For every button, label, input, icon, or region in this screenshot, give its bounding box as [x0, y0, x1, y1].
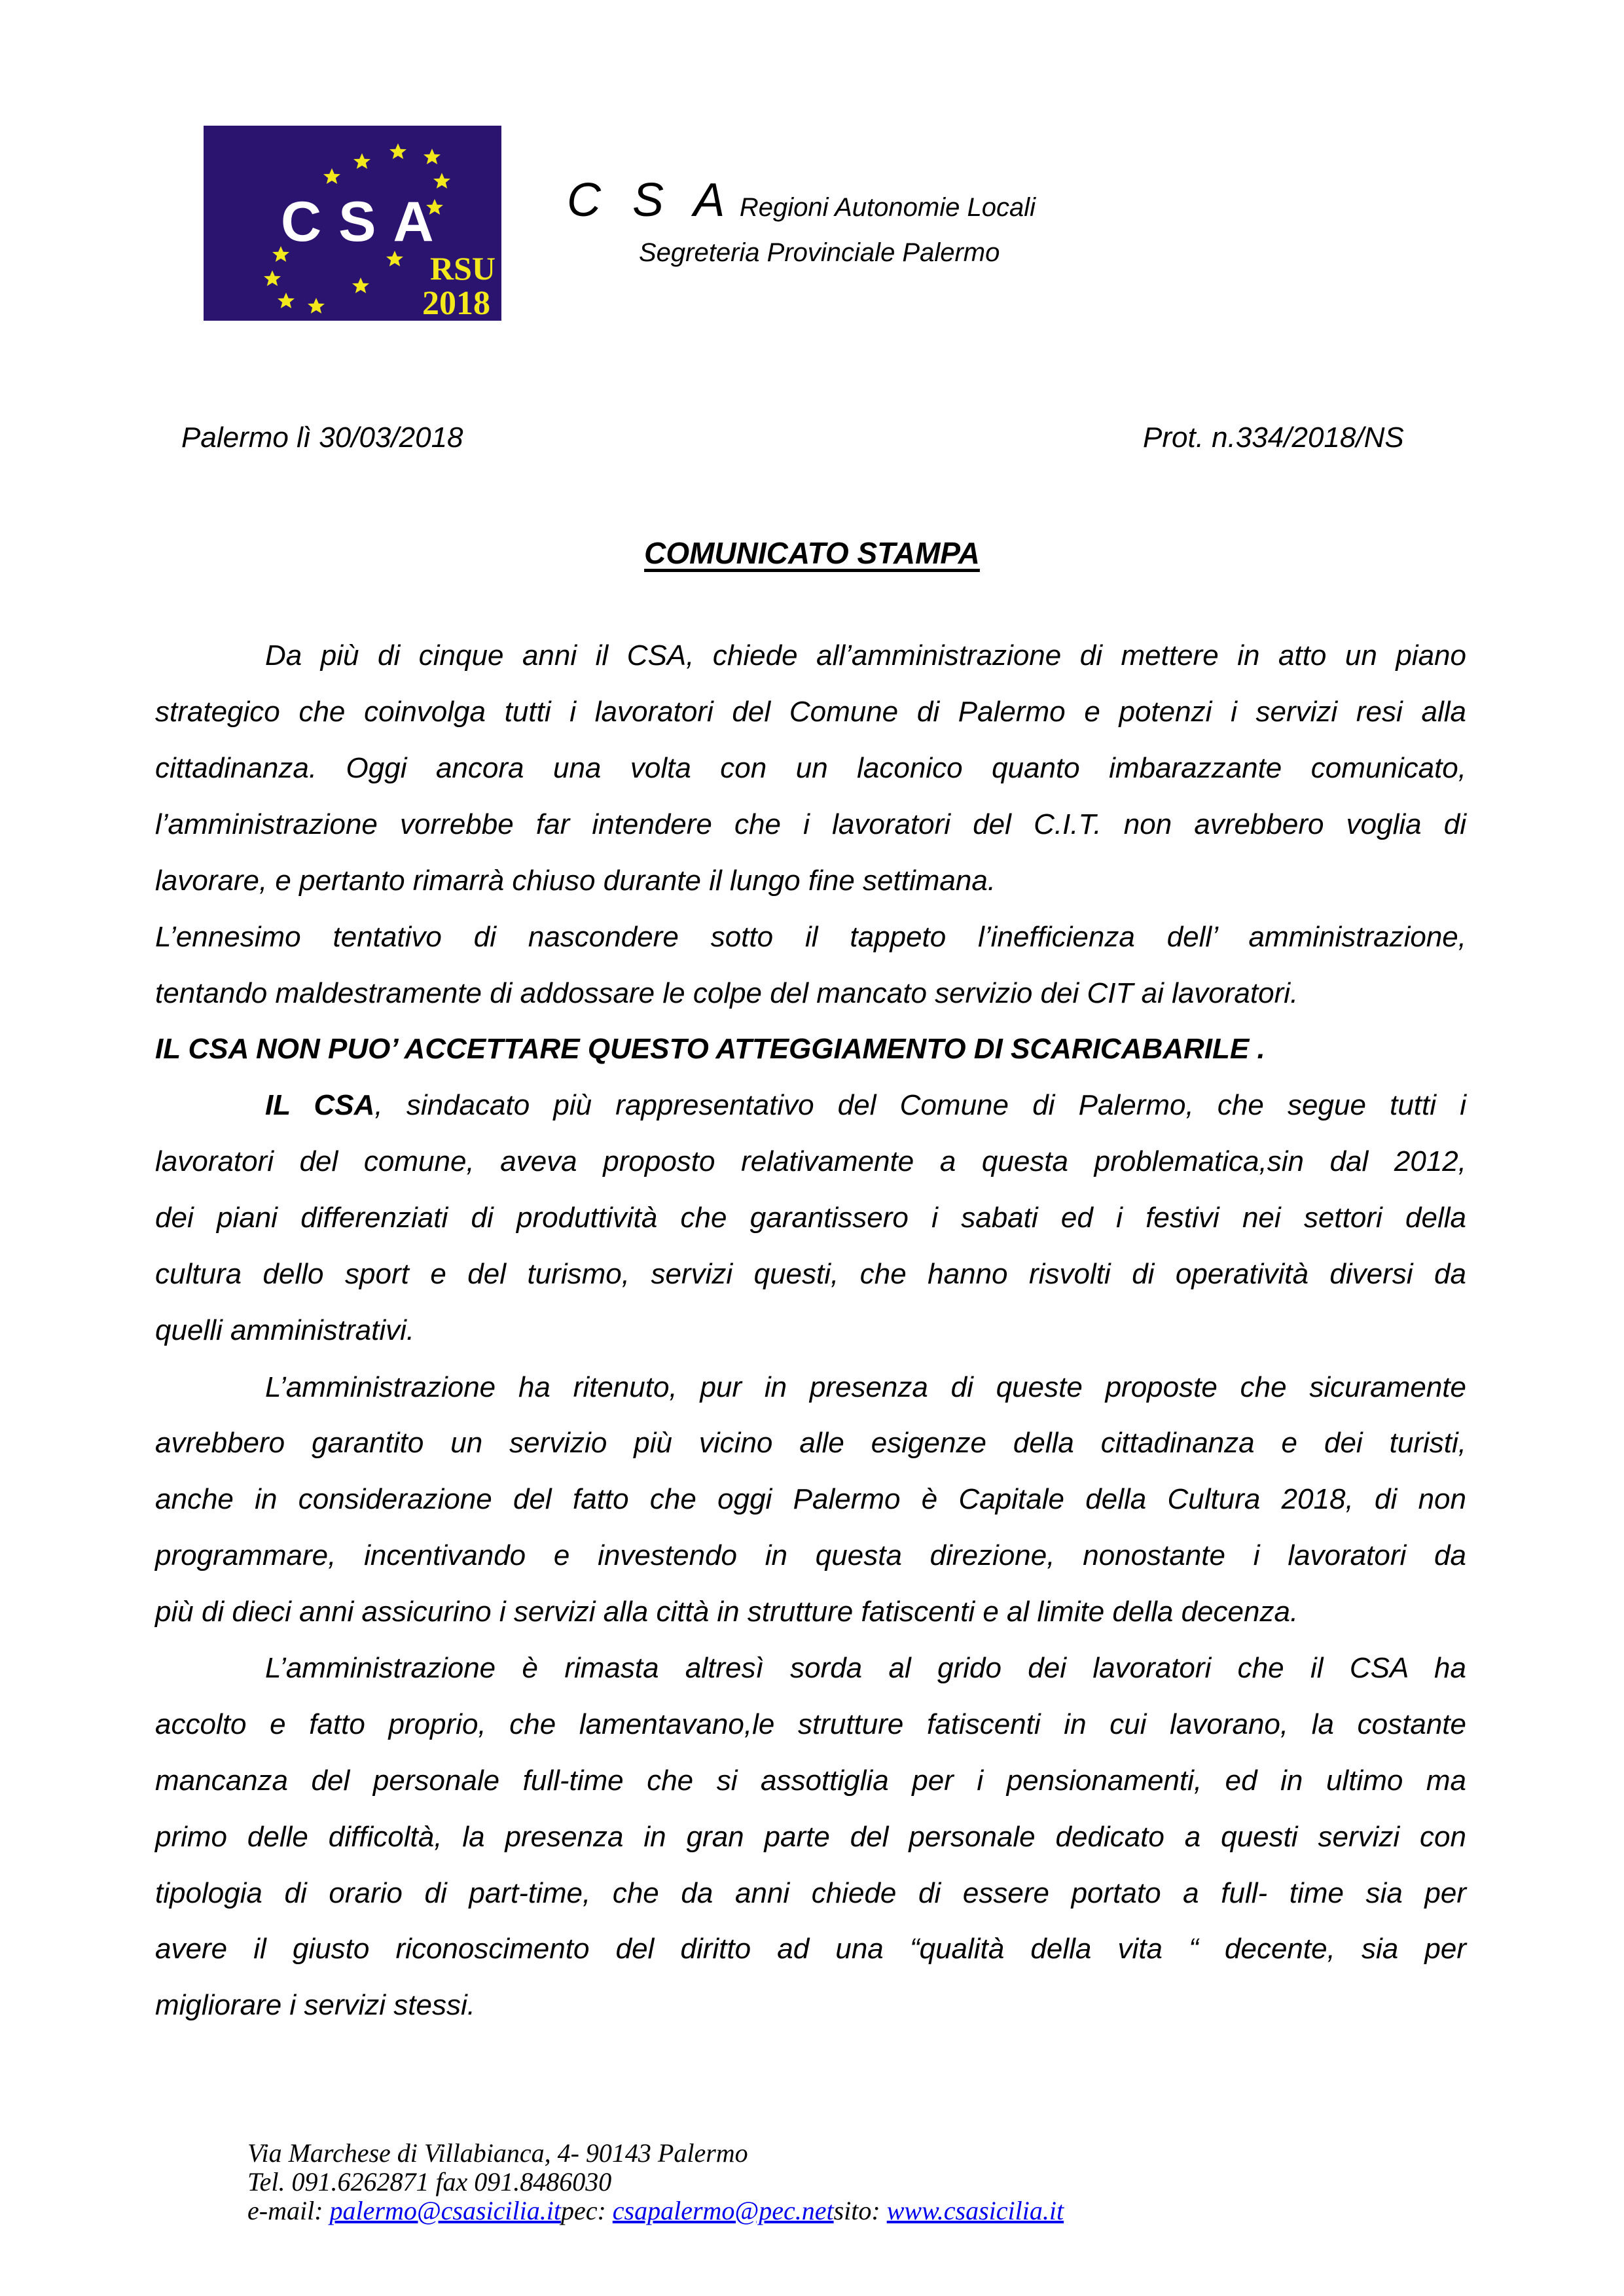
bold-statement: IL CSA NON PUO’ ACCETTARE QUESTO ATTEGGIAMENTO DI SCARICABARILE .	[155, 1033, 1265, 1065]
protocol-number: Prot. n.334/2018/NS	[1143, 422, 1404, 454]
paragraph-line: avere il giusto riconoscimento del diritto ad una “qualità della vita “ decente, sia per	[155, 1933, 1466, 1965]
paragraph-line: mancanza del personale full-time che si assottiglia per i pensionamenti, ed in ultimo ma	[155, 1765, 1466, 1797]
paragraph-line: tentando maldestramente di addossare le colpe del mancato servizio dei CIT ai lavoratori.	[155, 977, 1299, 1009]
csa-rsu-2018-logo	[204, 126, 501, 321]
paragraph-line: lavoratori del comune, aveva proposto relativamente a questa problematica,sin dal 2012,	[155, 1145, 1466, 1177]
paragraph-line: programmare, incentivando e investendo in questa direzione, nonostante i lavoratori da	[155, 1539, 1466, 1571]
paragraph-line: Da più di cinque anni il CSA, chiede all’amministrazione di mettere in atto un piano	[265, 639, 1466, 672]
paragraph-line-rest: , sindacato più rappresentativo del Comune di Palermo, che segue tutti i	[374, 1089, 1466, 1121]
paragraph-line	[265, 1086, 1466, 1125]
website-link[interactable]: www.csasicilia.it	[886, 2196, 1064, 2225]
logo-year-text: 2018	[422, 285, 490, 321]
paragraph-line: L’amministrazione ha ritenuto, pur in presenza di queste proposte che sicuramente	[265, 1371, 1466, 1403]
paragraph-line: migliorare i servizi stessi.	[155, 1989, 475, 2021]
footer-address: Via Marchese di Villabianca, 4- 90143 Palermo	[247, 2138, 748, 2168]
footer-phone: Tel. 091.6262871 fax 091.8486030	[247, 2167, 612, 2197]
paragraph-line: l’amministrazione vorrebbe far intendere che i lavoratori del C.I.T. non avrebbero voglia di	[155, 808, 1466, 840]
logo-rsu-text: RSU	[430, 250, 496, 287]
paragraph-line: anche in considerazione del fatto che oggi Palermo è Capitale della Cultura 2018, di non	[155, 1483, 1466, 1515]
document-date: Palermo lì 30/03/2018	[181, 422, 463, 454]
paragraph-line: L’ennesimo tentativo di nascondere sotto il tappeto l’inefficienza dell’ amministrazione,	[155, 921, 1466, 953]
email-link[interactable]: palermo@csasicilia.it	[329, 2196, 561, 2225]
paragraph-line: lavorare, e pertanto rimarrà chiuso durante il lungo fine settimana.	[155, 865, 996, 897]
site-label: sito:	[833, 2196, 887, 2225]
paragraph-line: primo delle difficoltà, la presenza in gran parte del personale dedicato a questi servizi con	[155, 1821, 1466, 1853]
page-title	[0, 538, 1624, 568]
email-label: e-mail:	[247, 2196, 330, 2225]
paragraph-line: tipologia di orario di part-time, che da anni chiede di essere portato a full- time sia per	[155, 1877, 1466, 1909]
paragraph-line: accolto e fatto proprio, che lamentavano,le strutture fatiscenti in cui lavorano, la costante	[155, 1708, 1466, 1740]
paragraph-line: quelli amministrativi.	[155, 1314, 415, 1346]
footer-contacts	[247, 2139, 1064, 2225]
pec-label: pec:	[560, 2196, 613, 2225]
paragraph-line: L’amministrazione è rimasta altresì sorda al grido dei lavoratori che il CSA ha	[265, 1652, 1466, 1684]
paragraph-line: strategico che coinvolga tutti i lavoratori del Comune di Palermo e potenzi i servizi resi alla	[155, 696, 1466, 728]
letterhead-org-name: Regioni Autonomie Locali	[739, 193, 1036, 222]
letterhead-secretariat: Segreteria Provinciale Palermo	[639, 238, 1000, 267]
paragraph-line: cultura dello sport e del turismo, servizi questi, che hanno risvolti di operatività diversi da	[155, 1258, 1466, 1290]
paragraph-line: avrebbero garantito un servizio più vicino alle esigenze della cittadinanza e dei turisti,	[155, 1427, 1466, 1459]
paragraph-line: più di dieci anni assicurino i servizi alla città in strutture fatiscenti e al limite della decenza.	[155, 1596, 1299, 1628]
letterhead-org	[567, 174, 1036, 226]
paragraph-line: cittadinanza. Oggi ancora una volta con un laconico quanto imbarazzante comunicato,	[155, 752, 1466, 784]
logo-csa-text: CSA	[281, 190, 451, 253]
footer-links	[247, 2197, 1064, 2225]
letterhead-acronym: C S A	[567, 174, 734, 226]
logo-graphic	[204, 126, 501, 321]
bold-lead: IL CSA	[265, 1089, 375, 1121]
pec-link[interactable]: csapalermo@pec.net	[612, 2196, 834, 2225]
paragraph-line: dei piani differenziati di produttività che garantissero i sabati ed i festivi nei settori della	[155, 1202, 1466, 1234]
title-text: COMUNICATO STAMPA	[644, 536, 980, 570]
